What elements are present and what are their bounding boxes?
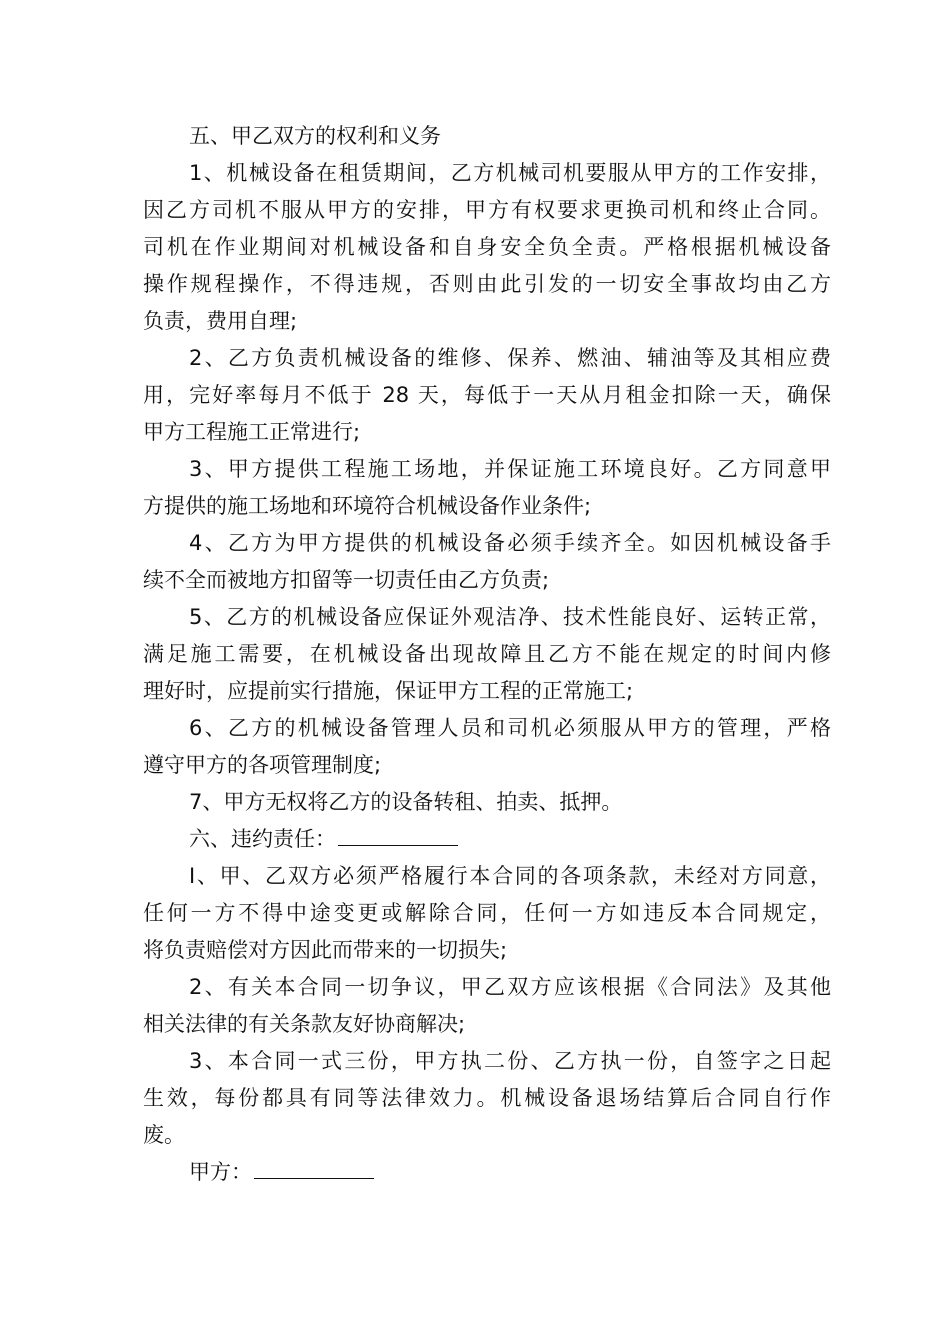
clause-3-line-2: 方提供的施工场地和环境符合机械设备作业条件; — [143, 494, 592, 518]
liability-2-line-1: 2、有关本合同一切争议，甲乙双方应该根据《合同法》及其他 — [189, 975, 831, 999]
clause-1-line-1: 1、机械设备在租赁期间，乙方机械司机要服从甲方的工作安排， — [189, 161, 831, 185]
clause-6-line-2: 遵守甲方的各项管理制度; — [143, 753, 382, 777]
clause-1-line-3: 司机在作业期间对机械设备和自身安全负全责。严格根据机械设备 — [143, 235, 831, 259]
clause-2 — [143, 340, 831, 451]
clause-1-line-4: 操作规程操作，不得违规，否则由此引发的一切安全事故均由乙方 — [143, 272, 831, 296]
clause-2-line-2: 用，完好率每月不低于 28 天，每低于一天从月租金扣除一天，确保 — [143, 383, 831, 407]
clause-1-line-2: 因乙方司机不服从甲方的安排，甲方有权要求更换司机和终止合同。 — [143, 198, 831, 222]
clause-1 — [143, 155, 831, 340]
clause-5 — [143, 599, 831, 710]
clause-4-line-1: 4、乙方为甲方提供的机械设备必须手续齐全。如因机械设备手 — [189, 531, 831, 555]
clause-2-line-3: 甲方工程施工正常进行; — [143, 420, 361, 444]
clause-5-line-1: 5、乙方的机械设备应保证外观洁净、技术性能良好、运转正常， — [189, 605, 831, 629]
party-a-signature-line — [143, 1154, 831, 1191]
clause-5-line-2: 满足施工需要，在机械设备出现故障且乙方不能在规定的时间内修 — [143, 642, 831, 666]
party-a-blank-line — [254, 1158, 374, 1179]
liability-3-line-2: 生效，每份都具有同等法律效力。机械设备退场结算后合同自行作 — [143, 1086, 831, 1110]
liability-clause-3 — [143, 1043, 831, 1154]
clause-4 — [143, 525, 831, 599]
clause-2-line-1: 2、乙方负责机械设备的维修、保养、燃油、辅油等及其相应费 — [189, 346, 831, 370]
liability-1-line-2: 任何一方不得中途变更或解除合同，任何一方如违反本合同规定， — [143, 901, 831, 925]
clause-1-line-5: 负责，费用自理; — [143, 309, 298, 333]
liability-1-line-3: 将负责赔偿对方因此而带来的一切损失; — [143, 938, 508, 962]
clause-7: 7、甲方无权将乙方的设备转租、拍卖、抵押。 — [189, 790, 623, 814]
clause-4-line-2: 续不全而被地方扣留等一切责任由乙方负责; — [143, 568, 550, 592]
clause-3 — [143, 451, 831, 525]
clause-6 — [143, 710, 831, 784]
liability-2-line-2: 相关法律的有关条款友好协商解决; — [143, 1012, 466, 1036]
liability-3-line-3: 废。 — [143, 1123, 185, 1147]
section5-heading: 五、甲乙双方的权利和义务 — [189, 124, 441, 148]
liability-3-line-1: 3、本合同一式三份，甲方执二份、乙方执一份，自签字之日起 — [189, 1049, 831, 1073]
document-body — [143, 118, 831, 1191]
liability-clause-2 — [143, 969, 831, 1043]
party-a-label: 甲方： — [189, 1160, 252, 1184]
clause-6-line-1: 6、乙方的机械设备管理人员和司机必须服从甲方的管理，严格 — [189, 716, 831, 740]
liability-1-line-1: I、甲、乙双方必须严格履行本合同的各项条款，未经对方同意， — [189, 864, 831, 888]
clause-3-line-1: 3、甲方提供工程施工场地，并保证施工环境良好。乙方同意甲 — [189, 457, 831, 481]
section6-heading-line — [143, 821, 831, 858]
section6-heading: 六、违约责任： — [189, 827, 336, 851]
clause-5-line-3: 理好时，应提前实行措施，保证甲方工程的正常施工; — [143, 679, 634, 703]
liability-blank-line — [338, 825, 458, 846]
liability-clause-1 — [143, 858, 831, 969]
